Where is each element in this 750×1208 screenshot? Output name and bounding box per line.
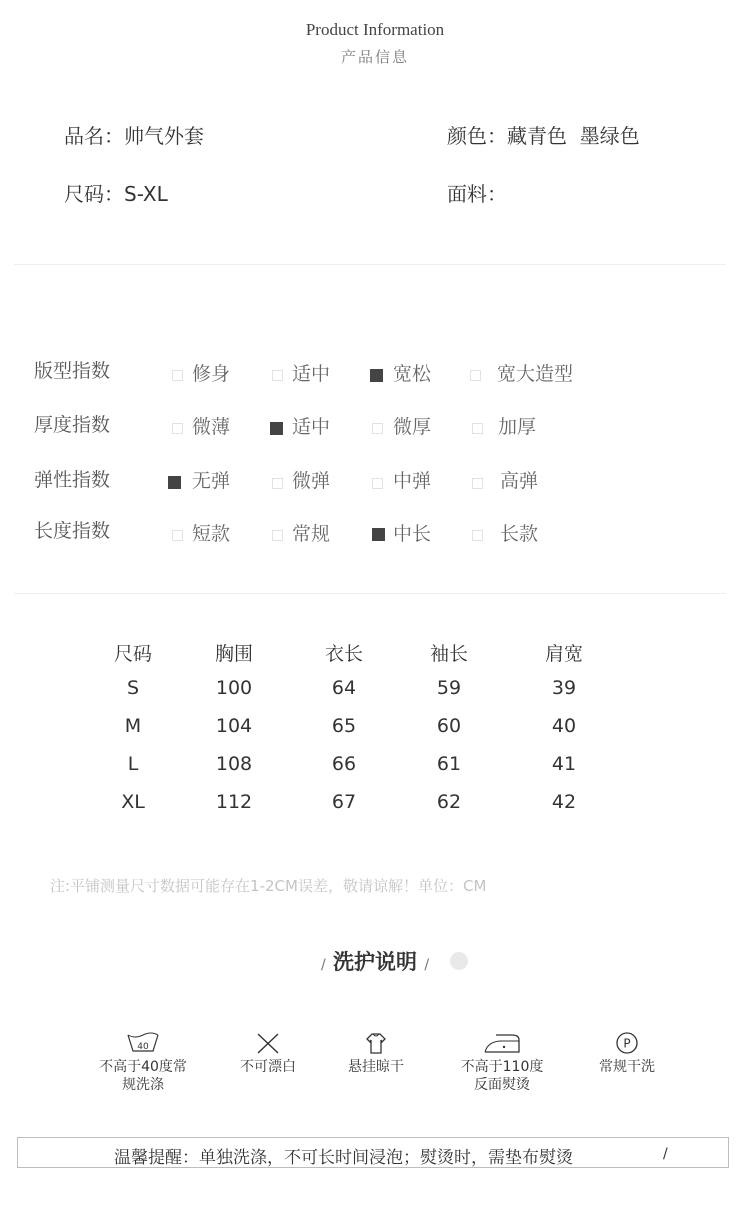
table-cell: 41 <box>551 753 577 775</box>
table-header-size: 尺码 <box>113 643 152 665</box>
table-cell: 64 <box>331 677 357 699</box>
checkbox-elasticity-0-selected <box>168 476 181 489</box>
checkbox-length-0 <box>172 530 183 541</box>
table-cell: 108 <box>215 753 253 775</box>
option-fit-1: 适中 <box>292 363 331 385</box>
care-label: 常规干洗 <box>599 1059 655 1075</box>
table-cell: 40 <box>551 715 577 737</box>
table-cell: M <box>124 715 142 737</box>
checkbox-length-2-selected <box>372 528 385 541</box>
dry-clean-letter: P <box>623 1036 631 1051</box>
tip-slash: / <box>663 1146 668 1162</box>
table-cell: 100 <box>215 677 253 699</box>
care-title-text: 洗护说明 <box>333 950 417 974</box>
table-cell: XL <box>121 791 145 813</box>
table-cell: 65 <box>331 715 357 737</box>
table-cell: 104 <box>215 715 253 737</box>
divider-top <box>14 264 726 265</box>
wash-temp-text: 40 <box>137 1042 149 1052</box>
attr-label-elasticity: 弹性指数 <box>34 469 111 491</box>
title-english: Product Information <box>305 20 445 39</box>
measurement-note: 注:平铺测量尺寸数据可能存在1-2CM误差，敬请谅解！单位：CM <box>50 877 487 895</box>
table-cell: 112 <box>215 791 253 813</box>
option-thickness-3: 加厚 <box>498 416 537 438</box>
care-title <box>0 946 750 976</box>
checkbox-elasticity-3 <box>472 478 483 489</box>
attr-label-fit: 版型指数 <box>34 360 111 382</box>
option-fit-0: 修身 <box>192 363 231 385</box>
table-header-shoulder: 肩宽 <box>544 643 583 665</box>
checkbox-fit-0 <box>172 370 183 381</box>
care-item-dry-clean <box>567 1028 687 1076</box>
care-item-iron <box>442 1028 562 1094</box>
option-fit-3: 宽大造型 <box>497 363 574 385</box>
checkbox-thickness-0 <box>172 423 183 434</box>
table-cell: L <box>127 753 139 775</box>
iron-icon <box>442 1028 562 1058</box>
checkbox-thickness-1-selected <box>270 422 283 435</box>
table-cell: 61 <box>436 753 462 775</box>
option-length-1: 常规 <box>292 523 331 545</box>
no-bleach-icon <box>208 1028 328 1058</box>
checkbox-fit-1 <box>272 370 283 381</box>
table-cell: 62 <box>436 791 462 813</box>
title-chinese: 产品信息 <box>340 48 409 66</box>
hang-dry-icon <box>316 1028 436 1058</box>
checkbox-fit-3 <box>470 370 481 381</box>
attr-label-thickness: 厚度指数 <box>34 414 111 436</box>
checkbox-elasticity-2 <box>372 478 383 489</box>
dry-clean-icon <box>567 1028 687 1058</box>
option-fit-2: 宽松 <box>393 363 432 385</box>
tip-text: 温馨提醒：单独洗涤，不可长时间浸泡；熨烫时，需垫布熨烫 <box>114 1148 573 1168</box>
option-thickness-2: 微厚 <box>393 416 432 438</box>
table-cell: 66 <box>331 753 357 775</box>
care-item-no-bleach <box>208 1028 328 1076</box>
product-color: 颜色：藏青色 墨绿色 <box>447 124 640 148</box>
wash-40-icon <box>83 1028 203 1058</box>
table-header-chest: 胸围 <box>214 643 253 665</box>
care-label: 不可漂白 <box>240 1059 296 1075</box>
table-cell: 42 <box>551 791 577 813</box>
option-length-2: 中长 <box>393 523 432 545</box>
product-size: 尺码：S-XL <box>64 182 168 206</box>
care-label: 规洗涤 <box>122 1077 164 1093</box>
option-elasticity-1: 微弹 <box>292 470 331 492</box>
table-cell: 60 <box>436 715 462 737</box>
checkbox-thickness-3 <box>472 423 483 434</box>
care-label: 反面熨烫 <box>474 1077 530 1093</box>
checkbox-fit-2-selected <box>370 369 383 382</box>
product-fabric: 面料： <box>447 182 507 206</box>
option-length-0: 短款 <box>192 523 231 545</box>
option-elasticity-3: 高弹 <box>500 470 539 492</box>
checkbox-thickness-2 <box>372 423 383 434</box>
option-elasticity-0: 无弹 <box>192 470 231 492</box>
checkbox-length-1 <box>272 530 283 541</box>
table-header-sleeve: 袖长 <box>429 643 468 665</box>
care-label: 不高于40度常 <box>99 1059 187 1075</box>
decorative-bubble-icon <box>450 952 468 970</box>
care-item-wash <box>83 1028 203 1094</box>
checkbox-elasticity-1 <box>272 478 283 489</box>
option-length-3: 长款 <box>500 523 539 545</box>
checkbox-length-3 <box>472 530 483 541</box>
table-cell: 59 <box>436 677 462 699</box>
table-cell: 39 <box>551 677 577 699</box>
care-label: 悬挂晾干 <box>348 1059 404 1075</box>
divider-middle <box>14 593 726 594</box>
product-name: 品名：帅气外套 <box>64 124 204 148</box>
attr-label-length: 长度指数 <box>34 520 111 542</box>
option-elasticity-2: 中弹 <box>393 470 432 492</box>
care-title-slash-right: / <box>424 957 430 973</box>
option-thickness-1: 适中 <box>292 416 331 438</box>
table-cell: 67 <box>331 791 357 813</box>
option-thickness-0: 微薄 <box>192 416 231 438</box>
care-title-slash-left: / <box>320 957 326 973</box>
care-label: 不高于110度 <box>460 1059 544 1075</box>
table-cell: S <box>126 677 140 699</box>
care-item-hang-dry <box>316 1028 436 1076</box>
table-header-length: 衣长 <box>324 643 363 665</box>
